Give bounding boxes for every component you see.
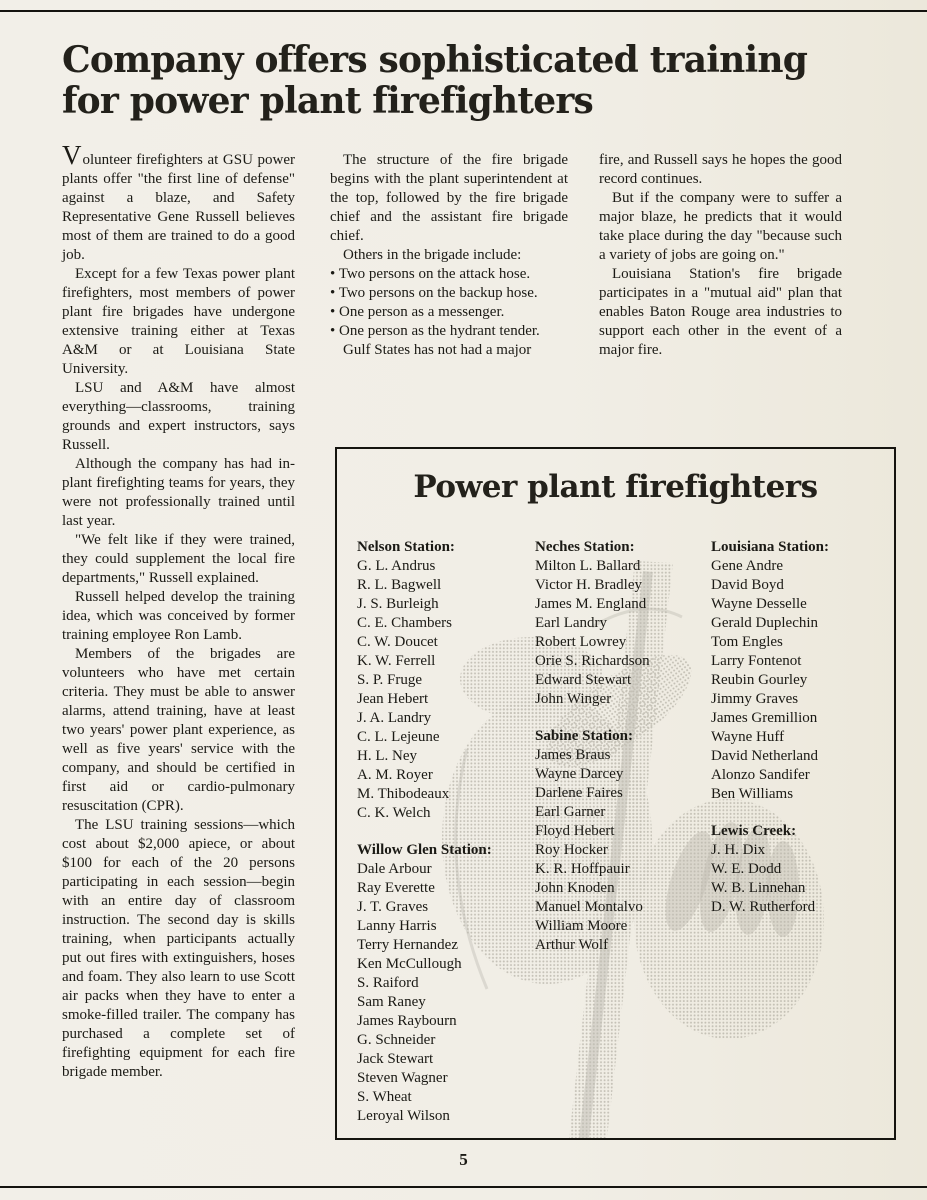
- firefighter-name: C. K. Welch: [357, 805, 431, 821]
- bullet-item: • One person as a messenger.: [330, 303, 568, 322]
- firefighter-name: H. L. Ney: [357, 748, 417, 764]
- firefighter-name: K. W. Ferrell: [357, 653, 436, 669]
- firefighter-name: Roy Hocker: [535, 842, 608, 858]
- body-paragraph: LSU and A&M have almost everything—classrooms, training grounds and expert instructors, says Russell.: [62, 380, 295, 453]
- firefighter-name: Ken McCullough: [357, 956, 462, 972]
- firefighter-name: Jack Stewart: [357, 1051, 434, 1067]
- firefighter-name: John Knoden: [535, 880, 615, 896]
- firefighter-name: Edward Stewart: [535, 672, 632, 688]
- roster-column-3: [711, 538, 885, 935]
- firefighter-name: M. Thibodeaux: [357, 786, 450, 802]
- firefighter-name: A. M. Royer: [357, 767, 433, 783]
- roster-column-1: [357, 538, 531, 1144]
- firefighter-name: J. A. Landry: [357, 710, 432, 726]
- firefighter-name: Earl Landry: [535, 615, 608, 631]
- firefighter-name: Sam Raney: [357, 994, 426, 1010]
- top-rule: [0, 10, 927, 12]
- firefighter-name: Ray Everette: [357, 880, 435, 896]
- lead-paragraph: [62, 140, 295, 265]
- roster-title: Power plant firefighters: [413, 469, 818, 505]
- firefighter-name: Terry Hernandez: [357, 937, 458, 953]
- lead-text: olunteer firefighters at GSU power plants offer "the first line of defense" against a blaze, and Safety Representative Gene Russell believes most of them are trained to do a good job.: [62, 152, 295, 263]
- brigade-bullet-list: [330, 265, 568, 341]
- firefighter-name: Dale Arbour: [357, 861, 432, 877]
- body-paragraph: Others in the brigade include:: [343, 247, 522, 263]
- station-group: [711, 822, 885, 917]
- firefighter-name: W. B. Linnehan: [711, 880, 806, 896]
- firefighter-name: S. Raiford: [357, 975, 419, 991]
- bullet-item: • One person as the hydrant tender.: [330, 322, 568, 341]
- firefighter-name: James M. England: [535, 596, 647, 612]
- firefighter-name: W. E. Dodd: [711, 861, 782, 877]
- firefighter-name: Larry Fontenot: [711, 653, 802, 669]
- station-group: [711, 538, 885, 804]
- body-paragraph: But if the company were to suffer a major blaze, he predicts that it would take place during the day "because such a variety of jobs are going on.": [599, 190, 842, 263]
- station-heading: Lewis Creek:: [711, 823, 797, 839]
- firefighter-name: David Boyd: [711, 577, 784, 593]
- firefighter-name: David Netherland: [711, 748, 819, 764]
- station-group: [357, 538, 531, 823]
- firefighter-name: Manuel Montalvo: [535, 899, 643, 915]
- firefighter-name: G. Schneider: [357, 1032, 436, 1048]
- firefighter-name: Leroyal Wilson: [357, 1108, 450, 1124]
- firefighter-name: James Braus: [535, 747, 611, 763]
- station-heading: Sabine Station:: [535, 728, 633, 744]
- page-number: 5: [459, 1150, 468, 1169]
- firefighter-name: William Moore: [535, 918, 628, 934]
- firefighter-name: Robert Lowrey: [535, 634, 627, 650]
- station-group: [535, 727, 709, 955]
- firefighter-name: Gerald Duplechin: [711, 615, 819, 631]
- firefighter-name: C. W. Doucet: [357, 634, 438, 650]
- firefighter-name: Steven Wagner: [357, 1070, 448, 1086]
- station-group: [357, 841, 531, 1126]
- body-paragraph: Louisiana Station's fire brigade participates in a "mutual aid" plan that enables Baton Rouge area industries to support each other in the event of a major fire.: [599, 266, 842, 358]
- article-column-2: [330, 151, 568, 360]
- body-paragraph: Except for a few Texas power plant firefighters, most members of power plant fire brigades have undergone extensive training either at Texas A&M or at Louisiana State University.: [62, 266, 295, 377]
- station-group: [535, 538, 709, 709]
- firefighter-name: J. T. Graves: [357, 899, 429, 915]
- firefighter-name: James Raybourn: [357, 1013, 457, 1029]
- firefighter-name: Floyd Hebert: [535, 823, 615, 839]
- firefighter-name: Wayne Desselle: [711, 596, 807, 612]
- column-2-paragraphs: [330, 151, 568, 265]
- body-paragraph: Although the company has had in-plant firefighting teams for years, they were not professionally trained until last year.: [62, 456, 295, 529]
- body-paragraph: fire, and Russell says he hopes the good record continues.: [599, 152, 842, 187]
- firefighter-name: Victor H. Bradley: [535, 577, 642, 593]
- bullet-item: • Two persons on the attack hose.: [330, 265, 568, 284]
- firefighter-name: Gene Andre: [711, 558, 784, 574]
- body-paragraph: Members of the brigades are volunteers who have met certain criteria. They must be able to answer alarms, attend training, have at least two years' power plant experience, as well as five years' service with the company, and should be certified in first aid or cardio-pulmonary resuscitation (CPR).: [62, 646, 295, 814]
- firefighter-name: Milton L. Ballard: [535, 558, 641, 574]
- firefighter-name: R. L. Bagwell: [357, 577, 442, 593]
- firefighter-name: C. E. Chambers: [357, 615, 452, 631]
- firefighter-name: Lanny Harris: [357, 918, 437, 934]
- article-headline: Company offers sophisticated training for power plant firefighters: [62, 39, 808, 123]
- firefighter-name: Alonzo Sandifer: [711, 767, 810, 783]
- firefighter-name: Orie S. Richardson: [535, 653, 650, 669]
- firefighter-name: S. Wheat: [357, 1089, 412, 1105]
- firefighter-name: James Gremillion: [711, 710, 818, 726]
- station-heading: Neches Station:: [535, 539, 635, 555]
- firefighter-name: Ben Williams: [711, 786, 794, 802]
- bottom-rule: [0, 1186, 927, 1188]
- firefighter-name: Tom Engles: [711, 634, 783, 650]
- firefighter-name: Jimmy Graves: [711, 691, 799, 707]
- firefighter-name: K. R. Hoffpauir: [535, 861, 630, 877]
- firefighter-name: Jean Hebert: [357, 691, 429, 707]
- column-1-paragraphs: [62, 265, 295, 1082]
- firefighter-name: D. W. Rutherford: [711, 899, 816, 915]
- article-column-1: [62, 140, 295, 1082]
- firefighter-name: Reubin Gourley: [711, 672, 808, 688]
- article-column-3: [599, 151, 842, 360]
- body-paragraph: "We felt like if they were trained, they could supplement the local fire departments," Russell explained.: [62, 532, 295, 586]
- body-paragraph: The LSU training sessions—which cost about $2,000 apiece, or about $100 for each of the 20 persons participating in each session—begin with an entire day of classroom instruction. The second day is skills training, when participants actually put out fires with extinguishers, hoses and foam. They also learn to use Scott air packs when they have to enter a smoke-filled trailer. The company has purchased a complete set of firefighting equipment for each fire brigade member.: [62, 817, 295, 1080]
- firefighter-name: John Winger: [535, 691, 612, 707]
- firefighter-name: J. S. Burleigh: [357, 596, 439, 612]
- station-heading: Louisiana Station:: [711, 539, 829, 555]
- firefighter-name: Darlene Faires: [535, 785, 623, 801]
- firefighter-name: Arthur Wolf: [535, 937, 609, 953]
- firefighter-roster-box: [335, 447, 896, 1140]
- station-heading: Willow Glen Station:: [357, 842, 492, 858]
- firefighter-name: C. L. Lejeune: [357, 729, 440, 745]
- body-paragraph: The structure of the fire brigade begins with the plant superintendent at the top, followed by the fire brigade chief and the assistant fire brigade chief.: [330, 152, 568, 244]
- station-heading: Nelson Station:: [357, 539, 455, 555]
- column-2-paragraphs-after: [330, 341, 568, 360]
- column-3-paragraphs: [599, 151, 842, 360]
- firefighter-name: J. H. Dix: [711, 842, 766, 858]
- firefighter-name: G. L. Andrus: [357, 558, 436, 574]
- firefighter-name: Wayne Huff: [711, 729, 785, 745]
- roster-column-2: [535, 538, 709, 973]
- initial-cap: V: [62, 140, 83, 170]
- firefighter-name: Wayne Darcey: [535, 766, 624, 782]
- body-paragraph: Russell helped develop the training idea, which was conceived by former training employee Ron Lamb.: [62, 589, 295, 643]
- firefighter-name: S. P. Fruge: [357, 672, 423, 688]
- body-paragraph: Gulf States has not had a major: [343, 342, 532, 358]
- firefighter-name: Earl Garner: [535, 804, 606, 820]
- bullet-item: • Two persons on the backup hose.: [330, 284, 568, 303]
